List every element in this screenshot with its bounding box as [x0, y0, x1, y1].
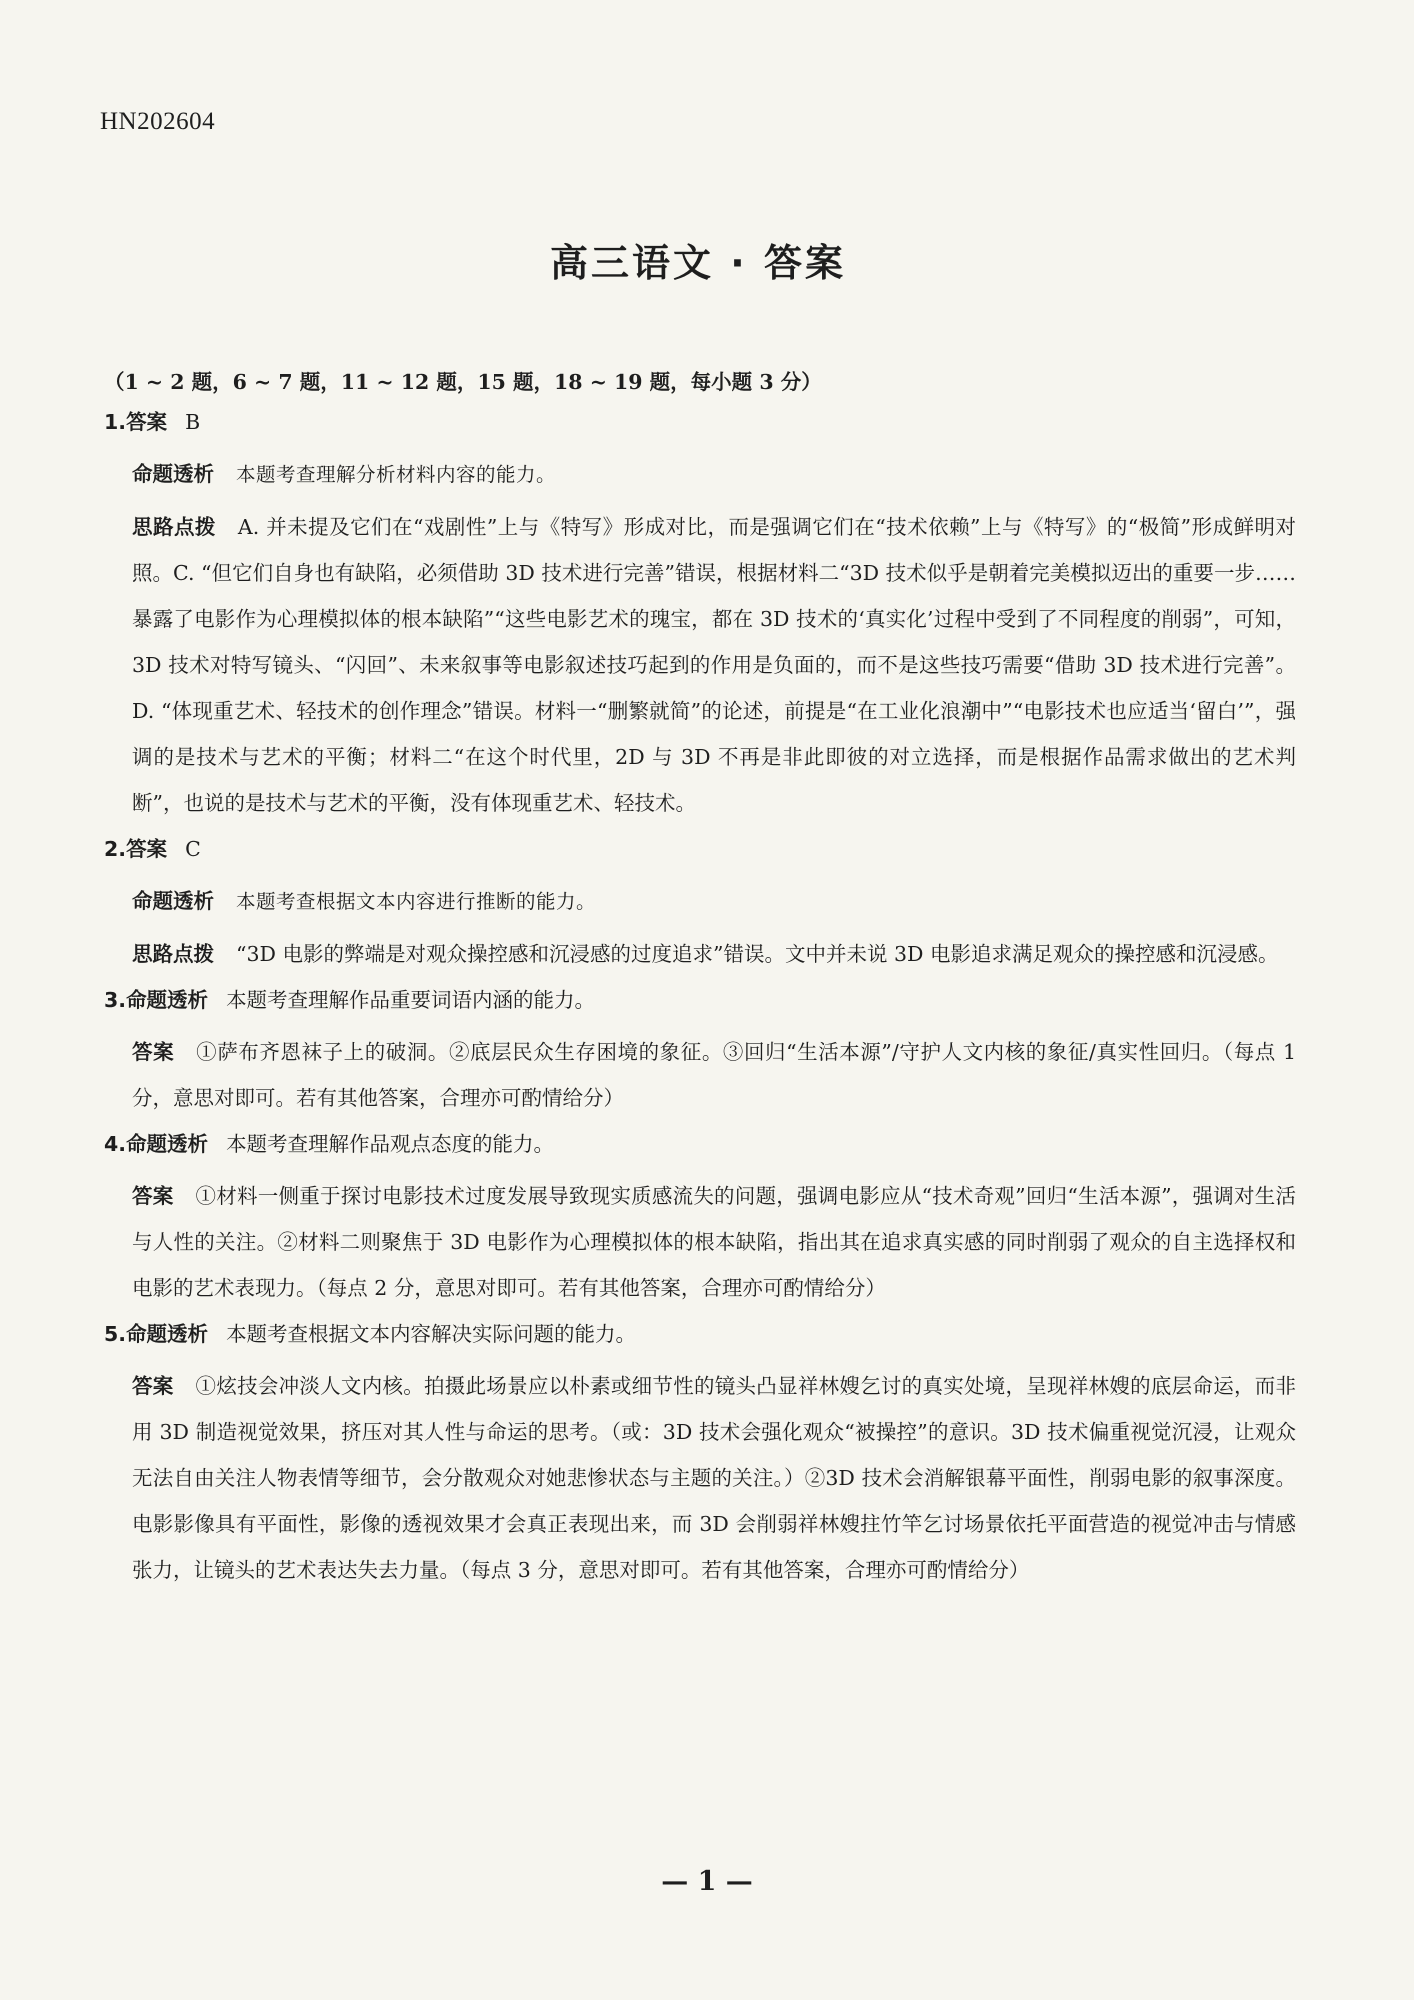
question-item — [100, 878, 1296, 925]
question-4 — [100, 1127, 1296, 1311]
item-text: 本题考查理解分析材料内容的能力。 — [236, 463, 557, 486]
question-number: 3. — [104, 988, 127, 1012]
question-1 — [100, 405, 1296, 826]
question-head-value: 本题考查理解作品观点态度的能力。 — [226, 1132, 555, 1156]
item-text: ①萨布齐恩袜子上的破洞。②底层民众生存困境的象征。③回归“生活本源”/守护人文内核的象征/真实性回归。（每点 1 分，意思对即可。若有其他答案，合理亦可酌情给分） — [132, 1040, 1296, 1110]
page-title: 高三语文 · 答案 — [550, 241, 846, 285]
page-number: — 1 — — [661, 1866, 753, 1897]
question-item — [100, 1363, 1296, 1593]
item-text: “3D 电影的弊端是对观众操控感和沉浸感的过度追求”错误。文中并未说 3D 电影追求满足观众的操控感和沉浸感。 — [236, 942, 1279, 966]
question-3 — [100, 983, 1296, 1121]
item-label: 命题透析 — [132, 462, 214, 486]
item-text: ①材料一侧重于探讨电影技术过度发展导致现实质感流失的问题，强调电影应从“技术奇观”回归“生活本源”，强调对生活与人性的关注。②材料二则聚焦于 3D 电影作为心理模拟体的根本缺陷，指出其在追求真实感的同时削弱了观众的自主选择权和电影的艺术表现力。（每点 2 分，意思对即可。若有其他答案，合理亦可酌情给分） — [132, 1184, 1297, 1300]
question-number: 2. — [104, 837, 127, 861]
item-label: 思路点拨 — [132, 515, 216, 539]
item-text: A. 并未提及它们在“戏剧性”上与《特写》形成对比，而是强调它们在“技术依赖”上与《特写》的“极简”形成鲜明对照。C. “但它们自身也有缺陷，必须借助 3D 技术进行完善”错误，根据材料二“3D 技术似乎是朝着完美模拟迈出的重要一步……暴露了电影作为心理模拟体的根本缺陷”“这些电影艺术的瑰宝，都在 3D 技术的‘真实化’过程中受到了不同程度的削弱”，可知，3D 技术对特写镜头、“闪回”、未来叙事等电影叙述技巧起到的作用是负面的，而不是这些技巧需要“借助 3D 技术进行完善”。D. “体现重艺术、轻技术的创作理念”错误。材料一“删繁就简”的论述，前提是“在工业化浪潮中”“电影技术也应适当‘留白’”，强调的是技术与艺术的平衡；材料二“在这个时代里，2D 与 3D 不再是非此即彼的对立选择，而是根据作品需求做出的艺术判断”，也说的是技术与艺术的平衡，没有体现重艺术、轻技术。 — [132, 515, 1297, 815]
question-head-value: 本题考查根据文本内容解决实际问题的能力。 — [226, 1322, 637, 1346]
question-header — [104, 405, 1296, 439]
question-header — [104, 983, 1296, 1017]
question-head-value: B — [185, 410, 201, 434]
exam-code: HN202604 — [100, 108, 216, 135]
question-head-value: 本题考查理解作品重要词语内涵的能力。 — [226, 988, 596, 1012]
question-item — [100, 1029, 1296, 1121]
question-head-label: 答案 — [126, 410, 168, 434]
question-number: 1. — [104, 410, 127, 434]
question-item — [100, 1173, 1296, 1311]
question-number: 5. — [104, 1322, 127, 1346]
scoring-note: （1 ~ 2 题，6 ~ 7 题，11 ~ 12 题，15 题，18 ~ 19 题，每小题 3 分） — [104, 370, 822, 394]
question-head-label: 答案 — [126, 837, 168, 861]
item-text: 本题考查根据文本内容进行推断的能力。 — [236, 890, 597, 913]
question-header — [104, 1127, 1296, 1161]
question-2 — [100, 832, 1296, 977]
question-head-value: C — [185, 837, 201, 861]
question-item — [100, 451, 1296, 498]
item-text: ①炫技会冲淡人文内核。拍摄此场景应以朴素或细节性的镜头凸显祥林嫂乞讨的真实处境，呈现祥林嫂的底层命运，而非用 3D 制造视觉效果，挤压对其人性与命运的思考。（或：3D 技术会强化观众“被操控”的意识。3D 技术偏重视觉沉浸，让观众无法自由关注人物表情等细节，会分散观众对她悲惨状态与主题的关注。）②3D 技术会消解银幕平面性，削弱电影的叙事深度。电影影像具有平面性，影像的透视效果才会真正表现出来，而 3D 会削弱祥林嫂拄竹竿乞讨场景依托平面营造的视觉冲击与情感张力，让镜头的艺术表达失去力量。（每点 3 分，意思对即可。若有其他答案，合理亦可酌情给分） — [132, 1374, 1297, 1582]
question-head-label: 命题透析 — [126, 1132, 209, 1156]
item-label: 答案 — [132, 1040, 175, 1064]
question-head-label: 命题透析 — [126, 1322, 209, 1346]
item-label: 答案 — [132, 1374, 174, 1398]
item-label: 答案 — [132, 1184, 174, 1208]
question-item — [100, 931, 1296, 977]
question-header — [104, 832, 1296, 866]
question-header — [104, 1317, 1296, 1351]
question-head-label: 命题透析 — [126, 988, 209, 1012]
question-number: 4. — [104, 1132, 127, 1156]
item-label: 命题透析 — [132, 889, 214, 913]
question-5 — [100, 1317, 1296, 1593]
question-item — [100, 504, 1296, 826]
item-label: 思路点拨 — [132, 942, 214, 966]
